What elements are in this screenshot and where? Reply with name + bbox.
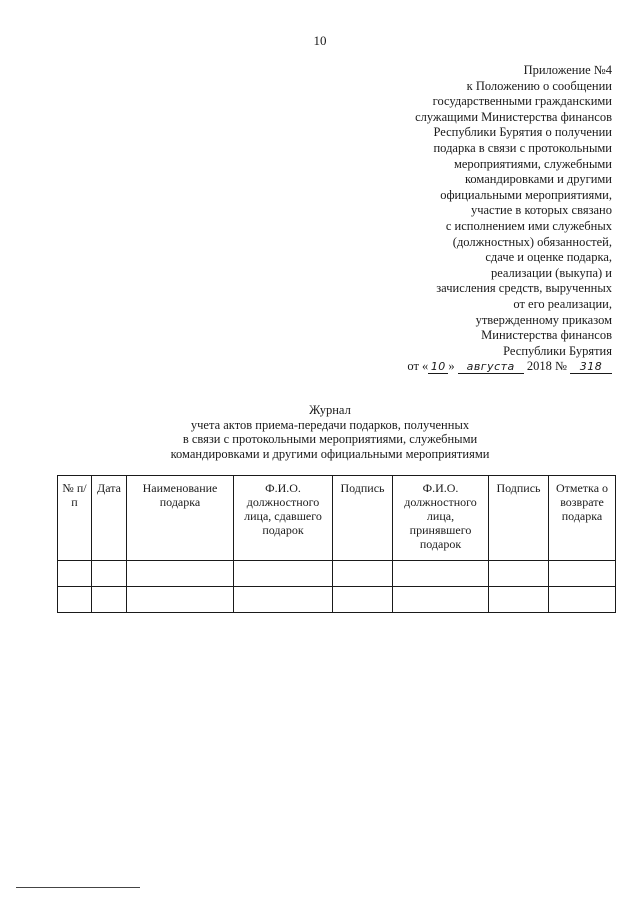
header-number: № п/п [58,476,92,561]
table-cell [92,561,127,587]
table-header-row [58,476,616,561]
appendix-line: Министерства финансов [481,328,612,343]
table-cell [489,561,549,587]
table-cell [489,587,549,613]
header-handed-over-by: Ф.И.О. должностного лица, сдавшего подарок [234,476,333,561]
journal-title-line: учета актов приема-передачи подарков, полученных [190,417,470,432]
header-received-by: Ф.И.О. должностного лица, принявшего подарок [393,476,489,561]
journal-title-line: командировками и другими официальными мероприятиями [170,446,490,461]
table-cell [393,561,489,587]
appendix-line: утвержденному приказом [475,312,612,327]
table-cell [127,561,234,587]
journal-table [57,475,616,613]
appendix-line: от его реализации, [513,296,612,311]
appendix-line: зачисления средств, вырученных [436,281,612,296]
journal-title-line: в связи с протокольными мероприятиями, служебными [182,432,478,447]
appendix-line: участие в которых связано [470,203,612,218]
appendix-line: сдаче и оценке подарка, [485,250,612,265]
table-cell [333,587,393,613]
header-return-note: Отметка о возврате подарка [549,476,616,561]
appendix-line: Республики Бурятия о получении [433,125,612,140]
date-prefix: от « [407,359,429,374]
header-gift-name: Наименование подарка [127,476,234,561]
table-cell [234,587,333,613]
appendix-line: командировками и другими [464,172,612,187]
table-cell [58,561,92,587]
appendix-line: подарка в связи с протокольными [433,140,612,155]
appendix-line: Республики Бурятия [503,343,612,358]
table-cell [127,587,234,613]
handwritten-day: 10 [428,360,448,374]
table-cell [549,561,616,587]
table-cell [393,587,489,613]
table-row [58,561,616,587]
table-cell [234,561,333,587]
journal-title [60,403,600,461]
table-cell [92,587,127,613]
header-date: Дата [92,476,127,561]
journal-title-line: Журнал [309,403,351,417]
footer-rule [16,887,140,888]
header-signature: Подпись [489,476,549,561]
appendix-line: служащими Министерства финансов [415,109,612,124]
table-cell [549,587,616,613]
appendix-line: государственными гражданскими [432,94,612,109]
appendix-line: мероприятиями, служебными [453,156,612,171]
order-date-line [312,359,612,375]
date-year: 2018 № [523,359,570,374]
table-cell [333,561,393,587]
table-row [58,587,616,613]
handwritten-order-number: 318 [570,360,612,374]
appendix-header [312,63,612,375]
header-signature: Подпись [333,476,393,561]
appendix-line: официальными мероприятиями, [440,187,612,202]
handwritten-month: августа [458,360,524,374]
appendix-line: Приложение №4 [523,63,612,77]
table-cell [58,587,92,613]
page-number: 10 [313,33,327,48]
appendix-line: реализации (выкупа) и [490,265,612,280]
date-mid: » [448,359,458,374]
appendix-line: к Положению о сообщении [466,78,612,93]
appendix-line: с исполнением ими служебных [445,218,612,233]
appendix-line: (должностных) обязанностей, [452,234,612,249]
